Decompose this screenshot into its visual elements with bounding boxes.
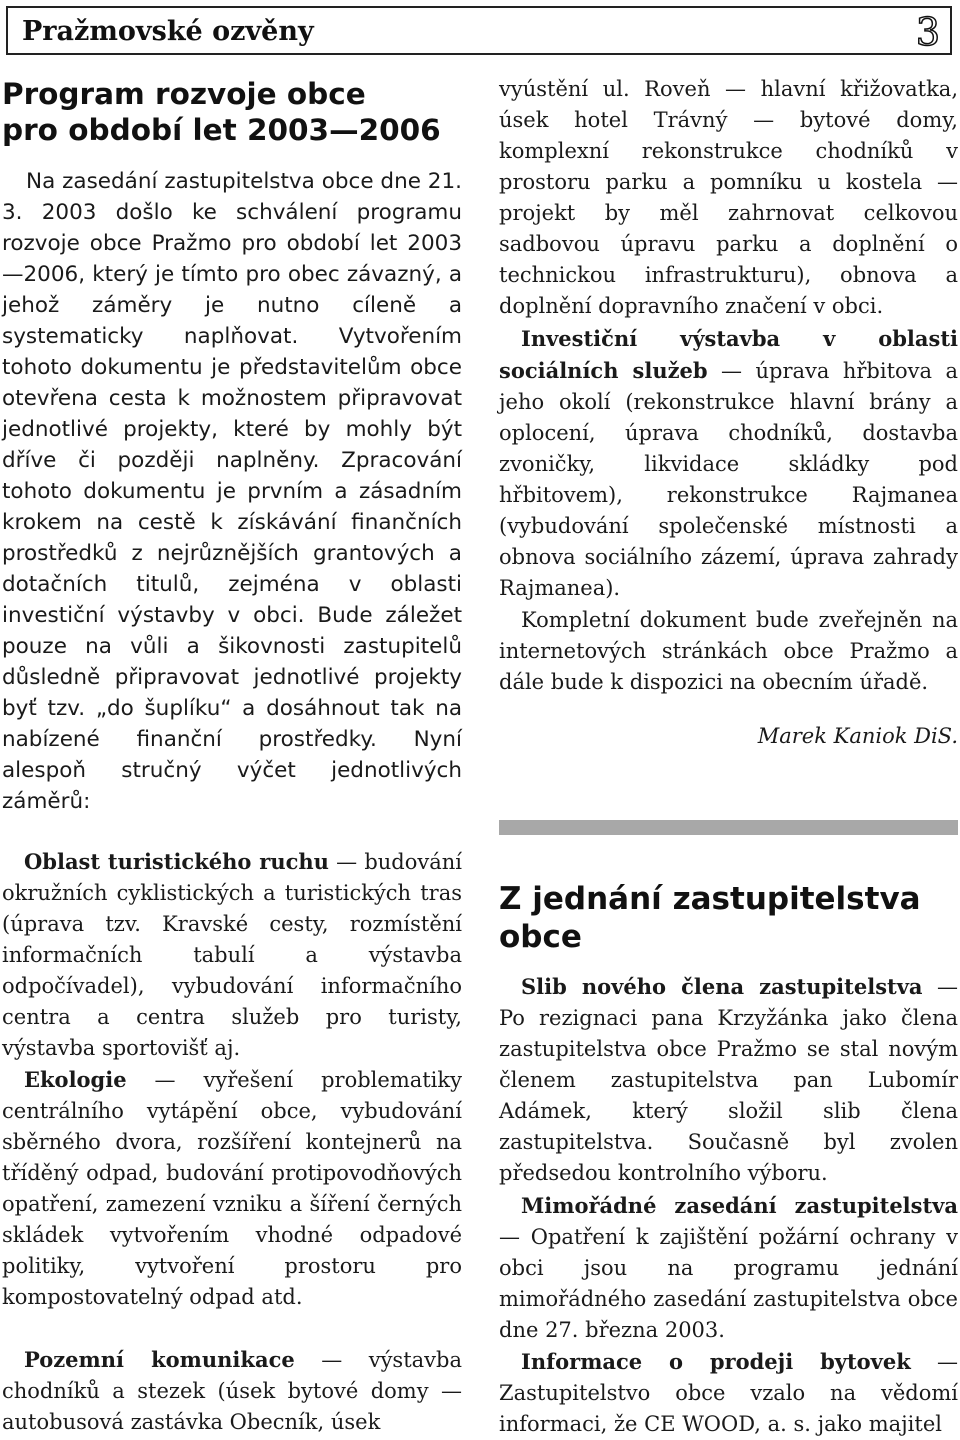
section-ecology-text: — vyřešení problematiky centrálního vytápění obce, vybudování sběrného dvora, rozšíření kontejnerů na tříděný odpad, budování protipovodňových opatření, zamezení vzniku a šíření černých skládek vytvořením vhodné odpadové politiky, vytvoření prostoru pro kompostovatelný odpad atd. <box>2 1068 462 1309</box>
section-tourism-text: — budování okružních cyklistických a turistických tras (úprava tzv. Kravské cesty, rozmístění informačních tabulí a výstavba odpočívadel), vybudování informačního centra a centra služeb pro turisty, výstavba sportovišť aj. <box>2 850 462 1060</box>
item-oath <box>499 971 958 1189</box>
section-roads-label: Pozemní komunikace <box>24 1347 295 1372</box>
item-oath-text: — Po rezignaci pana Krzyžánka jako člena zastupitelstva obce Pražmo se stal novým členem zastupitelstva pan Lubomír Adámek, který složil slib člena zastupitelstva. Současně byl zvolen předsedou kontrolního výboru. <box>499 975 958 1185</box>
article1-title-line2: pro období let 2003—2006 <box>2 113 441 147</box>
article2-title-line2: obce <box>499 919 582 955</box>
article1-title <box>2 76 462 148</box>
section-roads-text: — výstavba chodníků a stezek (úsek bytové domy — autobusová zastávka Obecník, úsek <box>2 1348 462 1434</box>
section-social <box>499 323 958 604</box>
item-sale <box>499 1346 958 1440</box>
section-ecology <box>2 1064 462 1313</box>
article1-intro: Na zasedání zastupitelstva obce dne 21. 3. 2003 došlo ke schválení programu rozvoje obce Pražmo pro období let 2003—2006, který je tímto pro obec závazný, a jehož záměry je nutno cíleně a systematicky naplňovat. Vytvořením tohoto dokumentu je představitelům obce otevřena cesta k možnostem připravovat jednotlivé projekty, které by mohly být dříve či později naplněny. Zpracování tohoto dokumentu je prvním a zásadním krokem na cestě k získávání finančních prostředků z nejrůznějších grantových a dotačních titulů, zejména v oblasti investiční výstavby v obci. Bude záležet pouze na vůli a šikovnosti zastupitelů důsledně připravovat jednotlivé projekty byť tzv. „do šuplíku“ a dosáhnout tak na nabízené finanční prostředky. Nyní alespoň stručný výčet jednotlivých záměrů: <box>2 169 462 814</box>
page-number: 3 <box>915 10 940 54</box>
section-social-text: — úprava hřbitova a jeho okolí (rekonstrukce hlavní brány a oplocení, úprava chodníků, dostavba zvoničky, likvidace skládky pod hřbitovem), rekonstrukce Rajmanea (vybudování společenské místnosti a obnova sociálního zázemí, úprava zahrady Rajmanea). <box>499 359 959 600</box>
article1-title-line1: Program rozvoje obce <box>2 77 366 111</box>
article1-closing: Kompletní dokument bude zveřejněn na internetových stránkách obce Pražmo a dále bude k dispozici na obecním úřadě. <box>499 608 958 694</box>
article2-title-line1: Z jednání zastupitelstva <box>499 881 921 917</box>
article1-author: Marek Kaniok DiS. <box>757 724 958 748</box>
item-sale-text: — Zastupitelstvo obce vzalo na vědomí informaci, že CE WOOD, a. s. jako majitel <box>499 1350 958 1436</box>
item-extraordinary <box>499 1190 958 1346</box>
newsletter-title: Pražmovské ozvěny <box>22 16 314 47</box>
item-extraordinary-text: — Opatření k zajištění požární ochrany v obci jsou na programu jednání mimořádného zasedání zastupitelstva obce dne 27. března 2003. <box>499 1225 958 1342</box>
article2-title <box>499 880 958 956</box>
section-tourism <box>2 846 462 1064</box>
masthead <box>6 6 952 55</box>
item-sale-label: Informace o prodeji bytovek <box>521 1349 911 1374</box>
section-divider <box>499 820 958 835</box>
section-social-label: Investiční výstavba v oblasti sociálních služeb <box>499 326 958 383</box>
section-ecology-label: Ekologie <box>24 1067 127 1092</box>
section-roads-continued: vyústění ul. Roveň — hlavní křižovatka, úsek hotel Trávný — bytové domy, komplexní rekonstrukce chodníků v prostoru parku a pomníku u kostela — projekt by měl zahrnovat celkovou sadbovou úpravu parku a doplnění o technickou infrastrukturu), obnova a doplnění dopravního značení v obci. <box>499 77 958 318</box>
section-tourism-label: Oblast turistického ruchu <box>24 849 329 874</box>
item-oath-label: Slib nového člena zastupitelstva <box>521 974 923 999</box>
section-roads <box>2 1344 462 1438</box>
item-extraordinary-label: Mimořádné zasedání zastupitelstva <box>521 1193 958 1218</box>
